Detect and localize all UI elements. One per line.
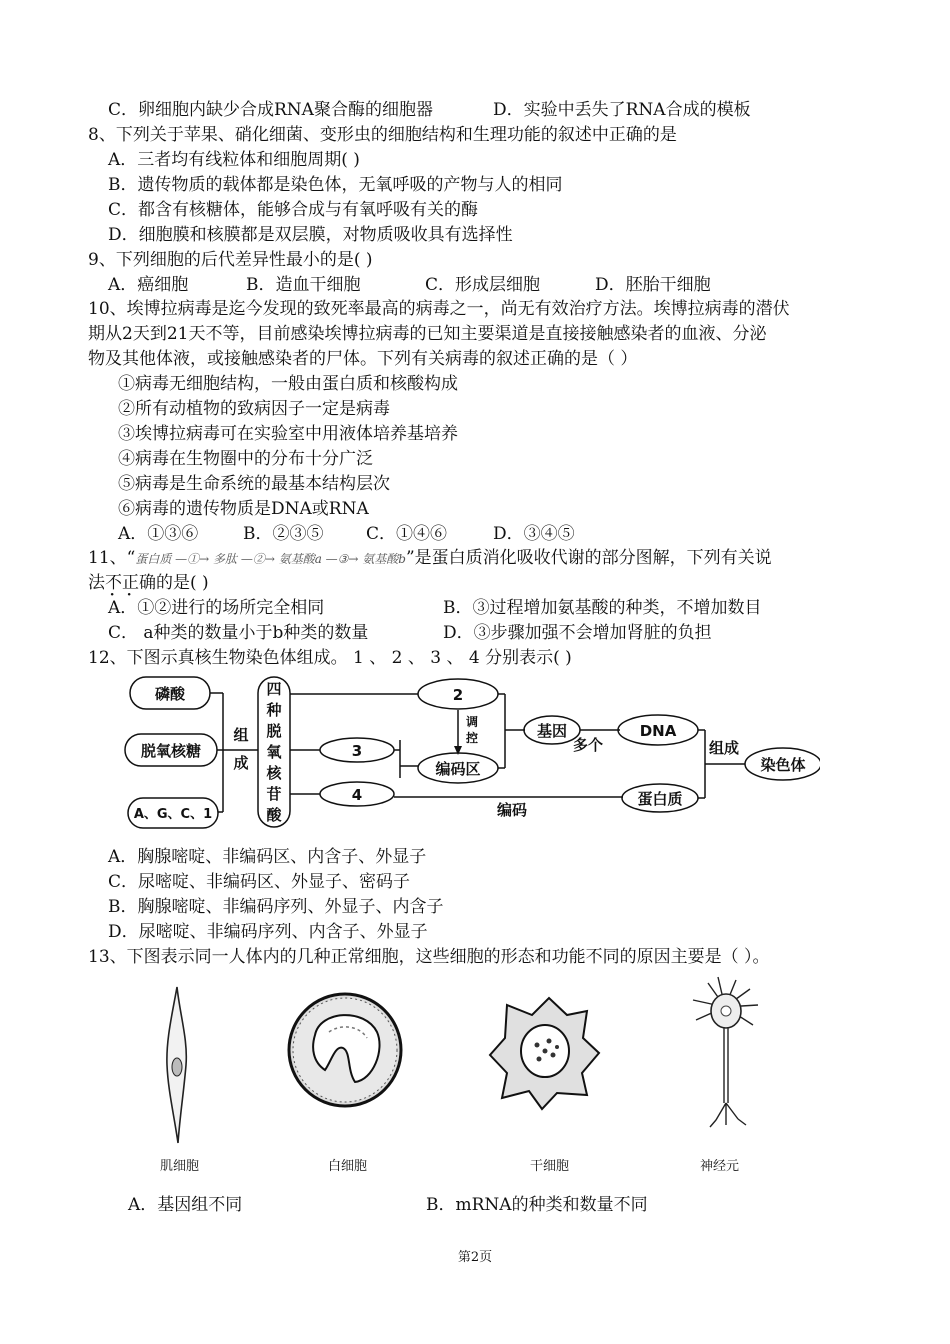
label-nucleotides: 酸 [266, 806, 282, 824]
q7-option-d: D．实验中丢失了RNA合成的模板 [493, 100, 751, 120]
q12-stem: 12、下图示真核生物染色体组成。 1 、 2 、 3 、 4 分别表示( ) [88, 648, 572, 668]
chromosome-composition-diagram [120, 672, 820, 832]
white-blood-cell-illustration [285, 990, 405, 1110]
label-3: 3 [351, 742, 363, 760]
q12-option-b: B．胸腺嘧啶、非编码序列、外显子、内含子 [108, 897, 444, 917]
q10-option-b: B．②③⑤ [243, 524, 324, 544]
q11-option-b: B．③过程增加氨基酸的种类，不增加数目 [443, 598, 762, 618]
q10-line2: 期从2天到21天不等，目前感染埃博拉病毒的已知主要渠道是直接接触感染者的血液、分泌 [88, 324, 767, 344]
q11-flow-diagram: 蛋白质 —①→ 多肽 —②→ 氨基酸a —③→ 氨基酸b [135, 552, 406, 566]
page-number: 第2页 [457, 1250, 493, 1265]
q11-emphasis: 正 [122, 573, 139, 593]
caption-muscle-cell: 肌细胞 [160, 1159, 200, 1174]
q10-item-3: ③埃博拉病毒可在实验室中用液体培养基培养 [118, 424, 458, 444]
q8-stem: 8、下列关于苹果、硝化细菌、变形虫的细胞结构和生理功能的叙述中正确的是 [88, 125, 677, 145]
q11-suffix: ”是蛋白质消化吸收代谢的部分图解，下列有关说 [405, 548, 772, 568]
label-compose-h: 组成 [708, 739, 740, 757]
q10-item-4: ④病毒在生物圈中的分布十分广泛 [118, 449, 373, 469]
q8-option-b: B．遗传物质的载体都是染色体，无氧呼吸的产物与人的相同 [108, 175, 563, 195]
q8-option-c: C．都含有核糖体，能够合成与有氧呼吸有关的酶 [108, 200, 479, 220]
label-compose: 成 [233, 754, 249, 772]
muscle-cell-illustration [150, 985, 205, 1145]
q7-option-c: C．卵细胞内缺少合成RNA聚合酶的细胞器 [108, 100, 433, 120]
label-nucleotides: 脱 [266, 722, 282, 740]
label-phosphate: 磷酸 [154, 685, 186, 703]
q13-stem: 13、下图表示同一人体内的几种正常细胞，这些细胞的形态和功能不同的原因主要是（ ）。 [88, 947, 770, 967]
label-nucleotides: 苷 [266, 785, 282, 803]
q13-option-a: A．基因组不同 [128, 1195, 243, 1215]
q10-option-a: A．①③⑥ [118, 524, 199, 544]
label-compose: 组 [233, 726, 249, 744]
q9-option-d: D．胚胎干细胞 [595, 275, 711, 295]
q10-option-d: D．③④⑤ [493, 524, 575, 544]
q10-line1: 10、埃博拉病毒是迄今发现的致死率最高的病毒之一，尚无有效治疗方法。埃博拉病毒的潜伏 [88, 299, 790, 319]
q12-option-c: C．尿嘧啶、非编码区、外显子、密码子 [108, 872, 411, 892]
q11-option-c: C． a种类的数量小于b种类的数量 [108, 623, 369, 643]
q9-option-a: A．癌细胞 [108, 275, 189, 295]
label-multiple: 多个 [572, 736, 604, 754]
neuron-illustration [688, 975, 763, 1135]
caption-stem-cell: 干细胞 [530, 1159, 570, 1174]
q10-item-1: ①病毒无细胞结构，一般由蛋白质和核酸构成 [118, 374, 458, 394]
q11-emphasis: 不 [105, 573, 122, 593]
label-bases: A、G、C、1 [133, 807, 213, 822]
label-coding-region: 编码区 [435, 760, 481, 778]
label-encode: 编码 [496, 801, 528, 819]
label-dna: DNA [639, 722, 677, 740]
label-4: 4 [351, 786, 363, 804]
q11-stem-line2 [88, 572, 209, 594]
q11-option-a: A．①②进行的场所完全相同 [108, 598, 325, 618]
q9-option-b: B．造血干细胞 [246, 275, 361, 295]
q9-option-c: C．形成层细胞 [425, 275, 541, 295]
caption-neuron: 神经元 [700, 1159, 740, 1174]
label-protein: 蛋白质 [637, 790, 683, 808]
label-regulate: 调 [465, 715, 479, 729]
q10-item-2: ②所有动植物的致病因子一定是病毒 [118, 399, 390, 419]
q12-option-d: D．尿嘧啶、非编码序列、内含子、外显子 [108, 922, 428, 942]
label-nucleotides: 核 [266, 764, 282, 782]
q10-item-5: ⑤病毒是生命系统的最基本结构层次 [118, 474, 390, 494]
label-deoxyribose: 脱氧核糖 [140, 742, 202, 760]
label-nucleotides: 氧 [266, 743, 282, 761]
q11-prefix: 11、“ [88, 548, 136, 568]
label-regulate: 控 [465, 731, 479, 745]
caption-white-blood-cell: 白细胞 [328, 1159, 368, 1174]
label-gene: 基因 [536, 722, 568, 740]
label-nucleotides: 四 [266, 680, 282, 698]
stem-cell-illustration [487, 993, 602, 1113]
q11-text: 确的是( ) [139, 573, 209, 593]
q10-option-c: C．①④⑥ [366, 524, 448, 544]
q9-stem: 9、下列细胞的后代差异性最小的是( ) [88, 250, 373, 270]
q11-option-d: D．③步骤加强不会增加肾脏的负担 [443, 623, 712, 643]
label-chromosome: 染色体 [760, 756, 806, 774]
q12-option-a: A．胸腺嘧啶、非编码区、内含子、外显子 [108, 847, 427, 867]
label-2: 2 [452, 686, 464, 704]
q10-line3: 物及其他体液，或接触感染者的尸体。下列有关病毒的叙述正确的是（ ） [88, 349, 638, 369]
q10-item-6: ⑥病毒的遗传物质是DNA或RNA [118, 499, 369, 519]
q13-option-b: B．mRNA的种类和数量不同 [426, 1195, 648, 1215]
q8-option-a: A．三者均有线粒体和细胞周期( ) [108, 150, 360, 170]
q11-stem-line1 [88, 547, 772, 570]
label-nucleotides: 种 [266, 701, 282, 719]
q11-text: 法 [88, 573, 105, 593]
q8-option-d: D．细胞膜和核膜都是双层膜，对物质吸收具有选择性 [108, 225, 513, 245]
